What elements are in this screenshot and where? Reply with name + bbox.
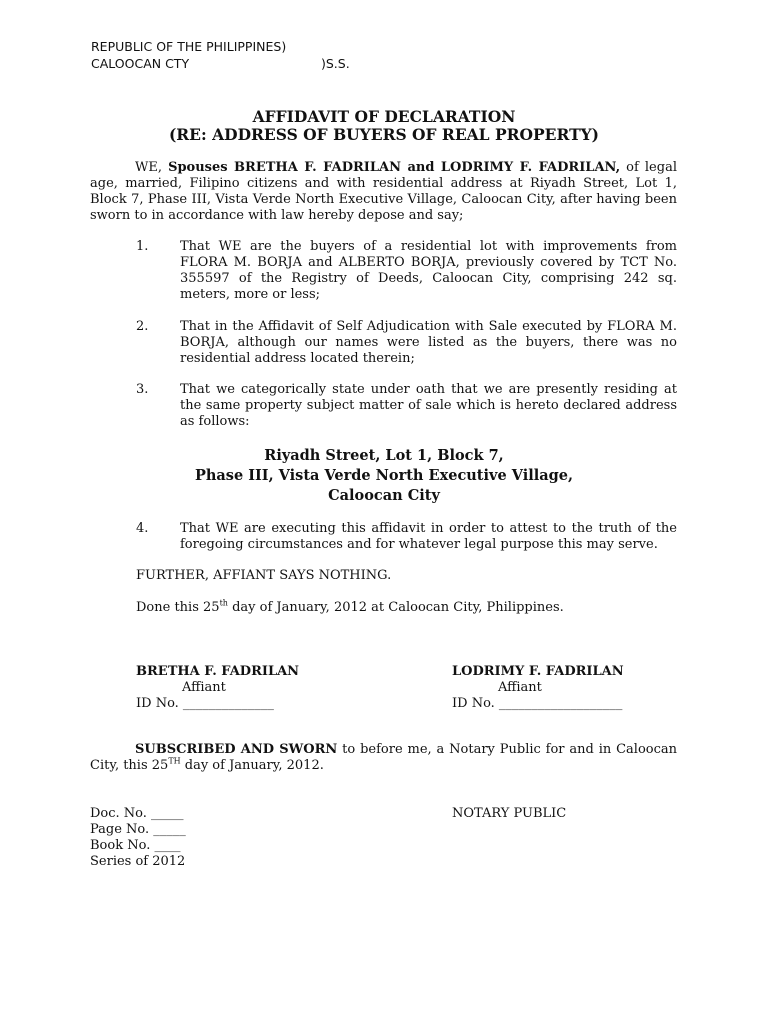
done-after: day of January, 2012 at Caloocan City, Philippines. — [227, 600, 564, 615]
further-statement: FURTHER, AFFIANT SAYS NOTHING. — [136, 568, 392, 583]
intro-we: WE, — [135, 160, 169, 175]
affiant-2-id: ID No. ___________________ — [452, 696, 623, 711]
jurat-paragraph — [90, 742, 677, 774]
item-number: 2. — [136, 319, 149, 334]
notary-page-no: Page No. _____ — [90, 822, 186, 837]
done-sup: th — [219, 598, 228, 608]
address-line-1: Riyadh Street, Lot 1, Block 7, — [264, 447, 504, 464]
venue-ss: )S.S. — [321, 56, 350, 71]
done-before: Done this 25 — [136, 600, 220, 615]
intro-paragraph — [90, 160, 677, 224]
document-subtitle: (RE: ADDRESS OF BUYERS OF REAL PROPERTY) — [168, 125, 600, 144]
venue-republic: REPUBLIC OF THE PHILIPPINES) — [91, 39, 287, 54]
affiant-1-name: BRETHA F. FADRILAN — [136, 664, 300, 679]
done-statement — [136, 600, 564, 616]
address-line-2: Phase III, Vista Verde North Executive Village, — [194, 467, 574, 484]
document-title: AFFIDAVIT OF DECLARATION — [252, 107, 516, 126]
item-text: That in the Affidavit of Self Adjudication with Sale executed by FLORA M. BORJA, although our names were listed as the buyers, there was no residential address located therein; — [180, 319, 677, 366]
affiant-2-name: LODRIMY F. FADRILAN — [452, 664, 624, 679]
intro-spouses: Spouses BRETHA F. FADRILAN and LODRIMY F. FADRILAN, — [168, 160, 621, 175]
item-number: 3. — [136, 382, 149, 397]
item-number: 4. — [136, 521, 149, 536]
item-text: That we categorically state under oath that we are presently residing at the same property subject matter of sale which is hereto declared address as follows: — [180, 382, 677, 429]
jurat-after: day of January, 2012. — [180, 758, 324, 773]
jurat-sup: TH — [168, 756, 181, 766]
jurat-text: to before me, a Notary Public for and in Caloocan City, this 25 — [90, 742, 678, 773]
item-number: 1. — [136, 239, 149, 254]
notary-book-no: Book No. ____ — [90, 838, 181, 853]
item-text: That WE are the buyers of a residential lot with improvements from FLORA M. BORJA and ALBERTO BORJA, previously covered by TCT No. 355597 of the Registry of Deeds, Caloocan City, comprising 242 sq. meters, more or less; — [180, 239, 677, 302]
jurat-bold: SUBSCRIBED AND SWORN — [135, 742, 338, 757]
intro-rest: of legal age, married, Filipino citizens and with residential address at Riyadh Street, Lot 1, Block 7, Phase III, Vista Verde North Executive Village, Caloocan City, after having been sworn to in accordance with law hereby depose and say; — [90, 160, 677, 223]
notary-public-label: NOTARY PUBLIC — [452, 806, 567, 821]
notary-series: Series of 2012 — [90, 854, 186, 869]
venue-city: CALOOCAN CTY — [91, 56, 190, 71]
item-text: That WE are executing this affidavit in order to attest to the truth of the foregoing circumstances and for whatever legal purpose this may serve. — [180, 521, 677, 552]
address-line-3: Caloocan City — [328, 487, 440, 504]
affiant-1-role: Affiant — [182, 680, 226, 695]
affiant-1-id: ID No. ______________ — [136, 696, 274, 711]
affiant-2-role: Affiant — [498, 680, 542, 695]
notary-doc-no: Doc. No. _____ — [90, 806, 184, 821]
